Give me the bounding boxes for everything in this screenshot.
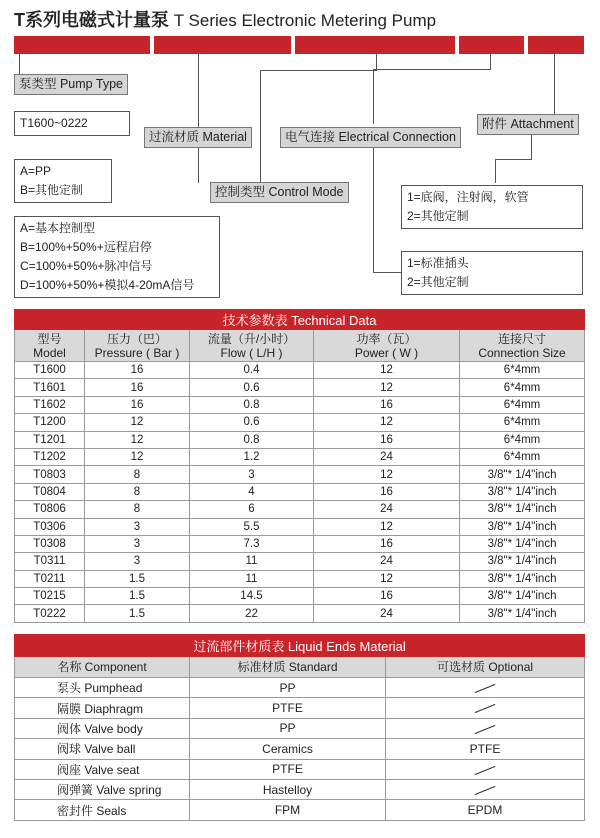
table-row xyxy=(15,718,585,738)
table-cell: 6*4mm xyxy=(460,362,585,379)
column-header-flow: 流量（升/小时） Flow ( L/H ) xyxy=(190,330,314,362)
page-title xyxy=(14,6,436,32)
table-cell: T0308 xyxy=(15,535,85,552)
table-cell: 11 xyxy=(190,570,314,587)
no-option-dash xyxy=(386,759,585,779)
connector-line xyxy=(198,145,199,183)
table-cell: 12 xyxy=(314,414,460,431)
column-header-optional: 可选材质 Optional xyxy=(386,657,585,678)
title-english: T Series Electronic Metering Pump xyxy=(173,11,437,30)
table-cell: 3/8"* 1/4"inch xyxy=(460,501,585,518)
table-cell: 3 xyxy=(190,466,314,483)
table-cell: 24 xyxy=(314,605,460,622)
table-cell: Hastelloy xyxy=(190,779,386,799)
column-header-connection: 连接尺寸 Connection Size xyxy=(460,330,585,362)
table-cell: 16 xyxy=(314,483,460,500)
table-cell: 3 xyxy=(85,553,190,570)
table-cell: 0.4 xyxy=(190,362,314,379)
table-cell: 14.5 xyxy=(190,588,314,605)
table-cell: T1202 xyxy=(15,448,85,465)
table-cell: 3/8"* 1/4"inch xyxy=(460,553,585,570)
dash-mark xyxy=(475,765,496,774)
table-cell: 1.2 xyxy=(190,448,314,465)
column-header-component: 名称 Component xyxy=(15,657,190,678)
table-cell: 5.5 xyxy=(190,518,314,535)
attachment-label: 附件 Attachment xyxy=(477,114,579,135)
table-cell: 密封件 Seals xyxy=(15,800,190,820)
code-segment-1 xyxy=(14,36,150,54)
connector-line xyxy=(495,159,532,160)
table-cell: 1.5 xyxy=(85,570,190,587)
table-cell: 隔膜 Diaphragm xyxy=(15,698,190,718)
table-cell: 16 xyxy=(85,379,190,396)
table-row xyxy=(15,362,585,379)
no-option-dash xyxy=(386,718,585,738)
table-cell: 16 xyxy=(85,396,190,413)
code-segment-2 xyxy=(154,36,291,54)
table-cell: 11 xyxy=(190,553,314,570)
table-cell: T0311 xyxy=(15,553,85,570)
table-cell: T0222 xyxy=(15,605,85,622)
table-cell: 6*4mm xyxy=(460,379,585,396)
material-option: B=其他定制 xyxy=(20,183,84,197)
table-row xyxy=(15,501,585,518)
table-row xyxy=(15,414,585,431)
no-option-dash xyxy=(386,678,585,698)
table-cell: FPM xyxy=(190,800,386,820)
table-cell: T1602 xyxy=(15,396,85,413)
table-cell: 12 xyxy=(85,431,190,448)
table-row xyxy=(15,396,585,413)
dash-mark xyxy=(475,704,496,713)
pump-type-label: 泵类型 Pump Type xyxy=(14,74,128,95)
table-row xyxy=(15,518,585,535)
table-cell: 6*4mm xyxy=(460,448,585,465)
table-cell: 12 xyxy=(85,448,190,465)
table-cell: 3/8"* 1/4"inch xyxy=(460,518,585,535)
table-cell: T1201 xyxy=(15,431,85,448)
control-mode-option: C=100%+50%+脉冲信号 xyxy=(20,259,153,273)
connector-line xyxy=(198,54,199,127)
table-cell: 3/8"* 1/4"inch xyxy=(460,466,585,483)
table-cell: 3/8"* 1/4"inch xyxy=(460,535,585,552)
table-cell: T1600 xyxy=(15,362,85,379)
table-row xyxy=(15,570,585,587)
table-cell: 7.3 xyxy=(190,535,314,552)
attachment-options-box xyxy=(401,185,583,229)
table-row xyxy=(15,759,585,779)
table-row xyxy=(15,553,585,570)
table-row xyxy=(15,483,585,500)
table-row xyxy=(15,448,585,465)
electrical-connection-label: 电气连接 Electrical Connection xyxy=(280,127,461,148)
pump-type-value-box xyxy=(14,111,130,136)
table-cell: T0806 xyxy=(15,501,85,518)
table-cell: 24 xyxy=(314,553,460,570)
table-cell: PP xyxy=(190,718,386,738)
table-cell: 阀座 Valve seat xyxy=(15,759,190,779)
table-cell: 8 xyxy=(85,501,190,518)
connector-line xyxy=(531,133,532,160)
liquid-ends-material-table xyxy=(14,634,585,821)
table-cell: EPDM xyxy=(386,800,585,820)
table-cell: 3 xyxy=(85,535,190,552)
table-cell: 12 xyxy=(85,414,190,431)
control-mode-option: A=基本控制型 xyxy=(20,221,96,235)
column-header-standard: 标准材质 Standard xyxy=(190,657,386,678)
material-option: A=PP xyxy=(20,164,52,178)
table-cell: 6*4mm xyxy=(460,414,585,431)
table-cell: PTFE xyxy=(386,739,585,759)
table-cell: 0.6 xyxy=(190,414,314,431)
table-cell: 阀体 Valve body xyxy=(15,718,190,738)
table-cell: 3/8"* 1/4"inch xyxy=(460,483,585,500)
table-cell: 阀弹簧 Valve spring xyxy=(15,779,190,799)
table-cell: T1200 xyxy=(15,414,85,431)
table-cell: 6*4mm xyxy=(460,396,585,413)
table-cell: 12 xyxy=(314,570,460,587)
table-cell: 3/8"* 1/4"inch xyxy=(460,605,585,622)
connector-line xyxy=(490,54,491,70)
table-cell: 24 xyxy=(314,501,460,518)
control-mode-option: D=100%+50%+模拟4-20mA信号 xyxy=(20,278,195,292)
table-cell: 12 xyxy=(314,518,460,535)
column-header-model: 型号 Model xyxy=(15,330,85,362)
column-header-power: 功率（瓦） Power ( W ) xyxy=(314,330,460,362)
table-cell: 6*4mm xyxy=(460,431,585,448)
electrical-option: 1=标准插头 xyxy=(407,256,469,270)
connector-line xyxy=(554,54,555,114)
table-cell: 3 xyxy=(85,518,190,535)
table-cell: T1601 xyxy=(15,379,85,396)
table-cell: T0804 xyxy=(15,483,85,500)
table-cell: 3/8"* 1/4"inch xyxy=(460,570,585,587)
control-mode-options-box xyxy=(14,216,220,298)
attachment-option: 2=其他定制 xyxy=(407,209,469,223)
table-cell: 12 xyxy=(314,466,460,483)
table-cell: 16 xyxy=(314,396,460,413)
table-cell: Ceramics xyxy=(190,739,386,759)
connector-line xyxy=(495,159,496,183)
table-row xyxy=(15,588,585,605)
table-cell: 3/8"* 1/4"inch xyxy=(460,588,585,605)
table-cell: 16 xyxy=(85,362,190,379)
table-row xyxy=(15,605,585,622)
table-row xyxy=(15,466,585,483)
control-mode-label: 控制类型 Control Mode xyxy=(210,182,349,203)
table-cell: 泵头 Pumphead xyxy=(15,678,190,698)
connector-line xyxy=(260,70,377,71)
material-label: 过流材质 Material xyxy=(144,127,252,148)
table-cell: 0.8 xyxy=(190,396,314,413)
table-cell: 0.6 xyxy=(190,379,314,396)
table-cell: 1.5 xyxy=(85,588,190,605)
table-row xyxy=(15,739,585,759)
table-cell: 12 xyxy=(314,379,460,396)
electrical-option: 2=其他定制 xyxy=(407,275,469,289)
dash-mark xyxy=(475,725,496,734)
connector-line xyxy=(260,70,261,182)
table-cell: 16 xyxy=(314,431,460,448)
table-cell: 16 xyxy=(314,535,460,552)
table-cell: 阀球 Valve ball xyxy=(15,739,190,759)
connector-line xyxy=(373,69,374,124)
table-row xyxy=(15,379,585,396)
no-option-dash xyxy=(386,698,585,718)
connector-line xyxy=(373,69,491,70)
material-options-box xyxy=(14,159,112,203)
table-cell: 0.8 xyxy=(190,431,314,448)
table-row xyxy=(15,698,585,718)
table-cell: T0215 xyxy=(15,588,85,605)
technical-data-title: 技术参数表 Technical Data xyxy=(15,310,585,330)
column-header-pressure: 压力（巴） Pressure ( Bar ) xyxy=(85,330,190,362)
table-cell: 16 xyxy=(314,588,460,605)
code-segment-3 xyxy=(295,36,455,54)
table-row xyxy=(15,779,585,799)
connector-line xyxy=(373,272,401,273)
table-cell: 12 xyxy=(314,362,460,379)
table-cell: T0211 xyxy=(15,570,85,587)
dash-mark xyxy=(475,786,496,795)
table-cell: 4 xyxy=(190,483,314,500)
table-cell: PP xyxy=(190,678,386,698)
dash-mark xyxy=(475,684,496,693)
material-table-title: 过流部件材质表 Liquid Ends Material xyxy=(15,635,585,657)
title-chinese: T系列电磁式计量泵 xyxy=(14,10,169,30)
code-segment-5 xyxy=(528,36,584,54)
connector-line xyxy=(373,147,374,273)
electrical-options-box xyxy=(401,251,583,295)
pump-type-value: T1600~0222 xyxy=(20,116,88,130)
table-row xyxy=(15,535,585,552)
table-cell: 1.5 xyxy=(85,605,190,622)
table-row xyxy=(15,800,585,820)
table-cell: PTFE xyxy=(190,698,386,718)
table-cell: 6 xyxy=(190,501,314,518)
connector-line xyxy=(19,54,20,74)
table-row xyxy=(15,678,585,698)
table-cell: 24 xyxy=(314,448,460,465)
table-cell: 22 xyxy=(190,605,314,622)
table-cell: 8 xyxy=(85,466,190,483)
table-cell: T0803 xyxy=(15,466,85,483)
code-segment-4 xyxy=(459,36,524,54)
attachment-option: 1=底阀，注射阀，软管 xyxy=(407,190,529,204)
table-cell: PTFE xyxy=(190,759,386,779)
table-row xyxy=(15,431,585,448)
technical-data-table xyxy=(14,309,585,623)
control-mode-option: B=100%+50%+远程启停 xyxy=(20,240,152,254)
table-cell: 8 xyxy=(85,483,190,500)
table-cell: T0306 xyxy=(15,518,85,535)
no-option-dash xyxy=(386,779,585,799)
